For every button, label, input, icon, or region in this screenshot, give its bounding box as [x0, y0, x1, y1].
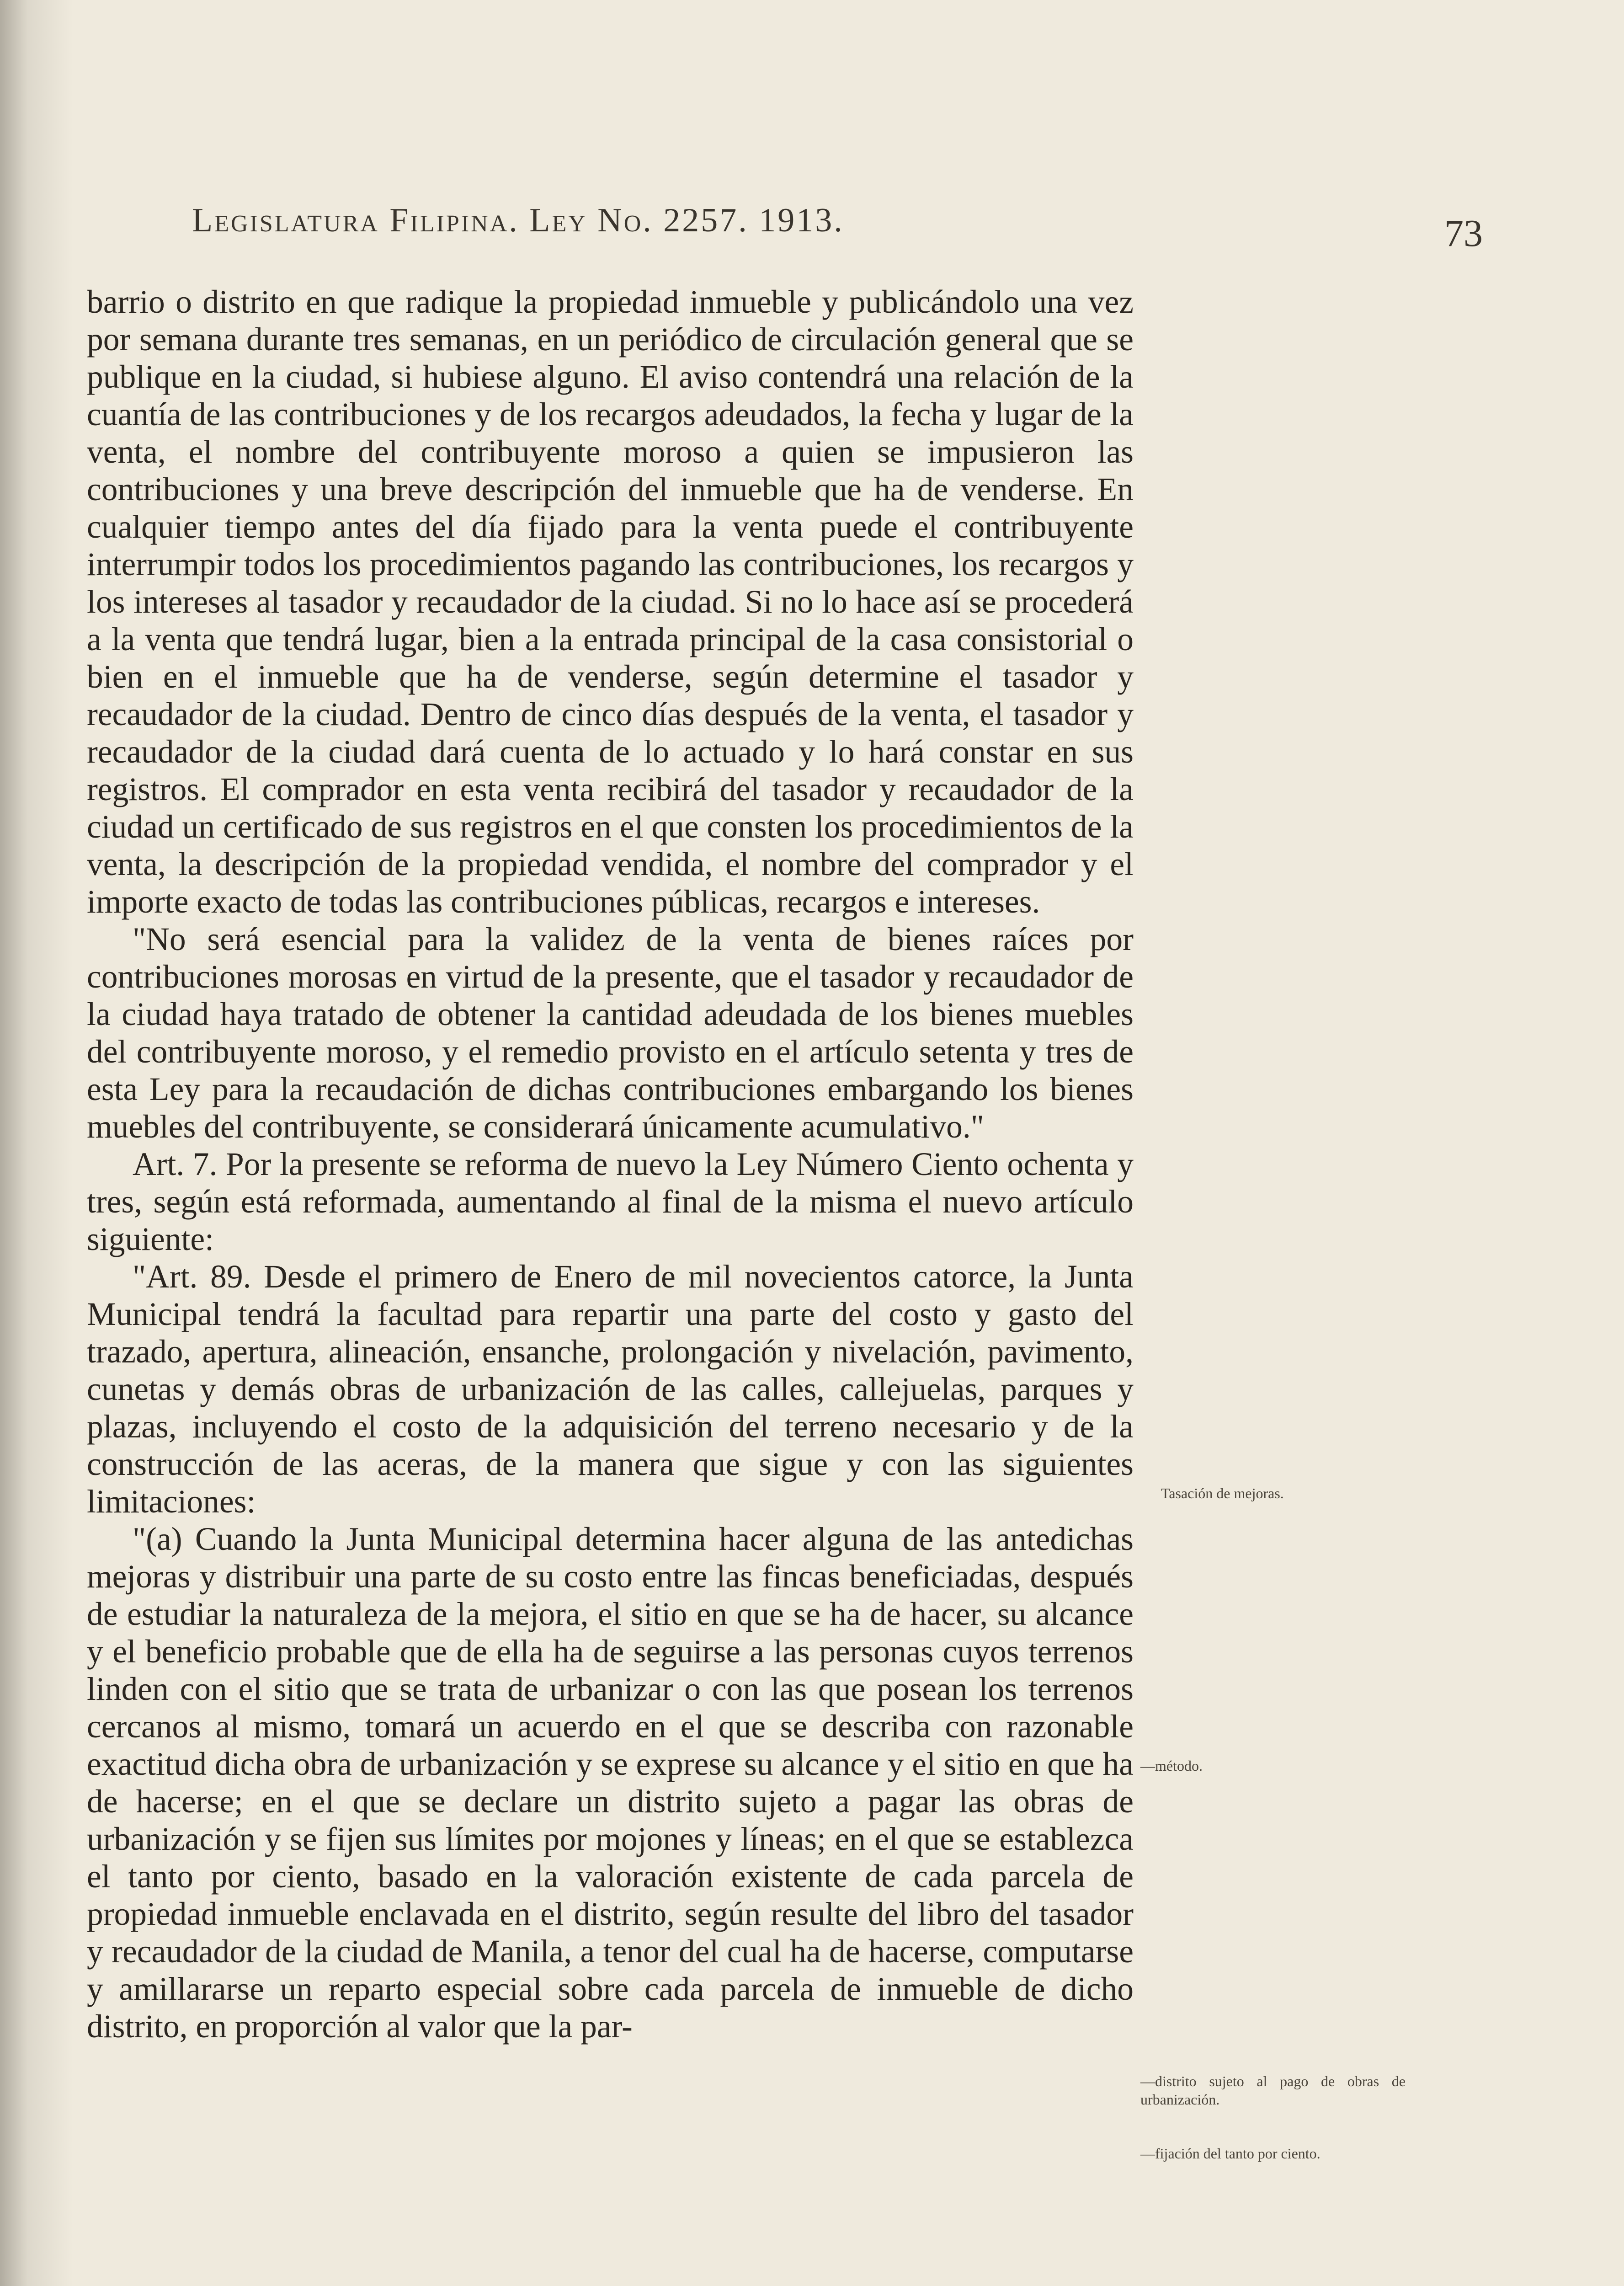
paragraph-article-89: "Art. 89. Desde el primero de Enero de mil novecientos catorce, la Junta Municipal tendrá la facultad para repartir una parte del costo y gasto del trazado, apertura, alineación, ensanche, prolongación y nivelación, pavimento, cunetas y demás obras de urbanización de las calles, callejuelas, parques y plazas, incluyendo el costo de la adquisición del terreno necesario y de la construcción de las aceras, de la manera que sigue y con las siguientes limitaciones:	[87, 1259, 1134, 1520]
body-text	[87, 283, 1134, 2046]
margin-note-metodo: —método.	[1140, 1757, 1203, 1774]
margin-note-tasacion: Tasación de mejoras.	[1161, 1485, 1284, 1501]
margin-note-distrito: —distrito sujeto al pago de obras de urbanización.	[1140, 2073, 1406, 2108]
page-number: 73	[1444, 212, 1483, 255]
paragraph-subsection-a: "(a) Cuando la Junta Municipal determina hacer alguna de las antedichas mejoras y distribuir una parte de su costo entre las fincas beneficiadas, después de estudiar la naturaleza de la mejora, el sitio en que se ha de hacer, su alcance y el beneficio probable que de ella ha de seguirse a las personas cuyos terrenos linden con el sitio que se trata de urbanizar o con las que posean los terrenos cercanos al mismo, tomará un acuerdo en el que se describa con razonable exactitud dicha obra de urbanización y se exprese su alcance y el sitio en que ha de hacerse; en el que se declare un distrito sujeto a pagar las obras de urbanización y se fijen sus límites por mojones y líneas; en el que se establezca el tanto por ciento, basado en la valoración existente de cada parcela de propiedad inmueble enclavada en el distrito, según resulte del libro del tasador y recaudador de la ciudad de Manila, a tenor del cual ha de hacerse, computarse y amillararse un reparto especial sobre cada parcela de inmueble de dicho distrito, en proporción al valor que la par-	[87, 1521, 1134, 2045]
paragraph-continuation: barrio o distrito en que radique la propiedad inmueble y publicándolo una vez por semana durante tres semanas, en un periódico de circulación general que se publique en la ciudad, si hubiese alguno. El aviso contendrá una relación de la cuantía de las contribuciones y de los recargos adeudados, la fecha y lugar de la venta, el nombre del contribuyente moroso a quien se impusieron las contribuciones y una breve descripción del inmueble que ha de venderse. En cualquier tiempo antes del día fijado para la venta puede el contribuyente interrumpir todos los procedimientos pagando las contribuciones, los recargos y los intereses al tasador y recaudador de la ciudad. Si no lo hace así se procederá a la venta que tendrá lugar, bien a la entrada principal de la casa consistorial o bien en el inmueble que ha de venderse, según determine el tasador y recaudador de la ciudad. Dentro de cinco días después de la venta, el tasador y recaudador de la ciudad dará cuenta de lo actuado y lo hará constar en sus registros. El comprador en esta venta recibirá del tasador y recaudador de la ciudad un certificado de sus registros en el que consten los procedimientos de la venta, la descripción de la propiedad vendida, el nombre del comprador y el importe exacto de todas las contribuciones públicas, recargos e intereses.	[87, 284, 1134, 920]
margin-note-fijacion: —fijación del tanto por ciento.	[1140, 2145, 1320, 2162]
running-head: Legislatura Filipina. Ley No. 2257. 1913.	[192, 202, 844, 239]
paragraph-article-7: Art. 7. Por la presente se reforma de nuevo la Ley Número Ciento ochenta y tres, según está reformada, aumentando al final de la misma el nuevo artículo siguiente:	[87, 1146, 1134, 1257]
paragraph-quoted-clause: "No será esencial para la validez de la venta de bienes raíces por contribuciones morosas en virtud de la presente, que el tasador y recaudador de la ciudad haya tratado de obtener la cantidad adeudada de los bienes muebles del contribuyente moroso, y el remedio provisto en el artículo setenta y tres de esta Ley para la recaudación de dichas contribuciones embargando los bienes muebles del contribuyente, se considerará únicamente acumulativo."	[87, 921, 1134, 1145]
